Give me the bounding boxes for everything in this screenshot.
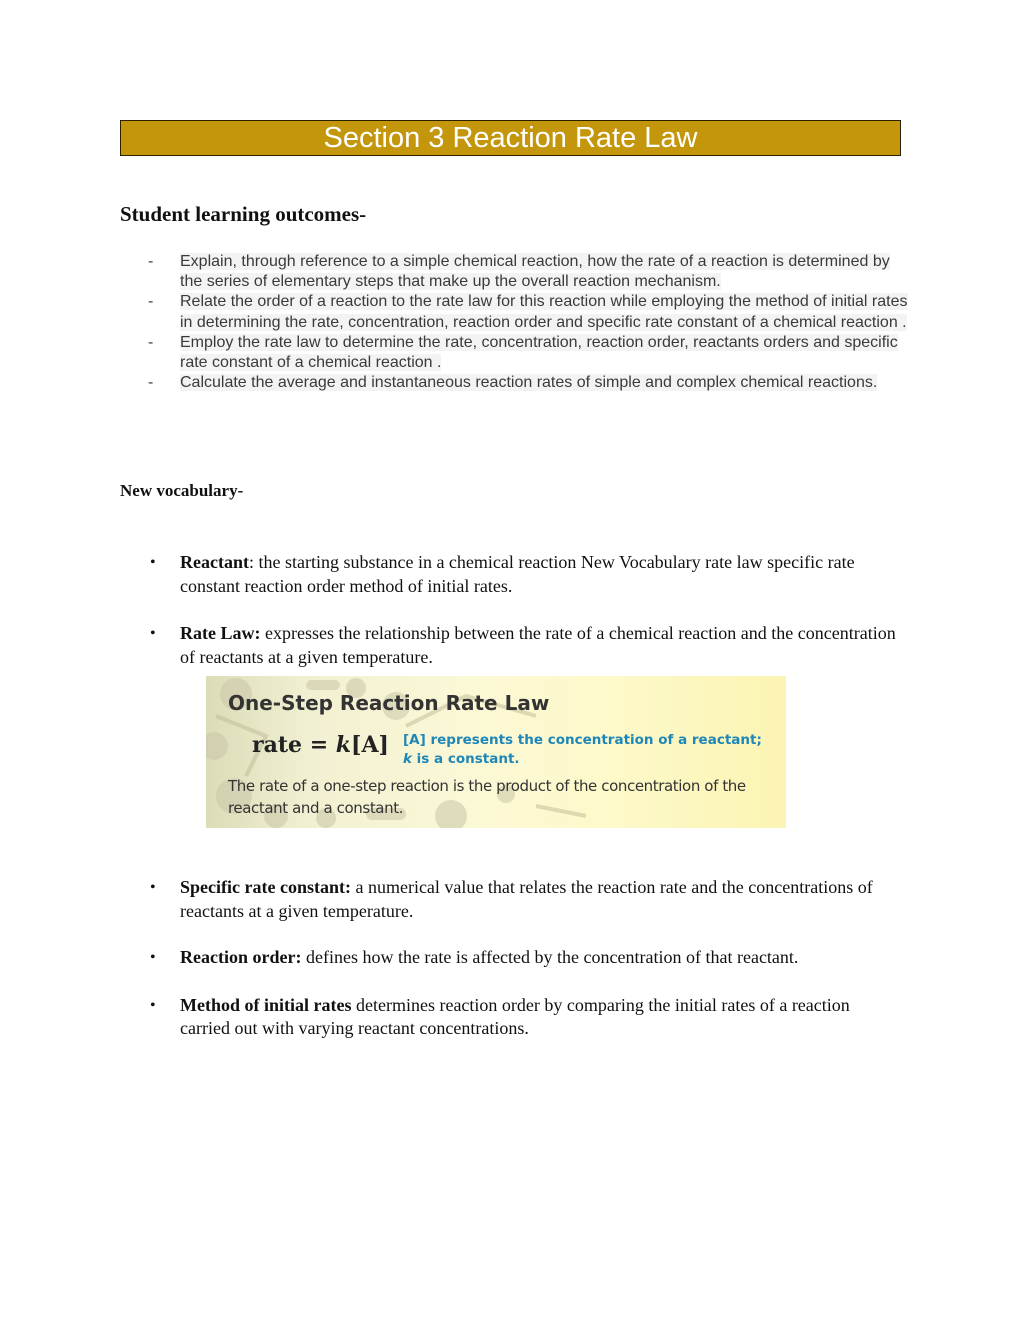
dash-marker: - xyxy=(148,293,154,311)
rate-law-figure xyxy=(206,676,786,828)
vocab-definition: determines reaction order by comparing the initial rates of a reaction carried out with varying reactant concentrations. xyxy=(180,994,850,1038)
bullet: • xyxy=(150,949,156,966)
note-k: k xyxy=(403,751,412,767)
outcome-text: Employ the rate law to determine the rate, concentration, reaction order, reactants orders and specific rate constant of a chemical reaction . xyxy=(180,333,898,372)
vocab-item-rate-law xyxy=(150,622,902,669)
vocab-definition: defines how the rate is affected by the concentration of that reactant. xyxy=(301,947,799,967)
note-rest: is a constant. xyxy=(411,751,520,767)
vocab-definition: : the starting substance in a chemical reaction New Vocabulary rate law specific rate constant reaction order method of initial rates. xyxy=(180,552,855,596)
equation-k: k xyxy=(335,732,352,758)
outcomes-list xyxy=(148,252,908,393)
note-line-1: [A] represents the concentration of a reactant; xyxy=(403,732,762,748)
equation-lhs: rate xyxy=(252,732,303,758)
rate-equation xyxy=(252,732,389,758)
dash-marker: - xyxy=(148,374,154,392)
outcome-item xyxy=(148,292,908,332)
bullet: • xyxy=(150,554,156,571)
vocab-list-top xyxy=(150,551,902,669)
vocab-item-reactant xyxy=(150,551,902,598)
outcome-text: Explain, through reference to a simple chemical reaction, how the rate of a reaction is determined by the series of elementary steps that make up the overall reaction mechanism. xyxy=(180,253,890,291)
vocab-item-method-of-initial-rates xyxy=(150,994,902,1041)
vocab-definition: expresses the relationship between the rate of a chemical reaction and the concentration of reactants at a given temperature. xyxy=(180,623,896,667)
equation-equals: = xyxy=(309,732,329,758)
outcome-item xyxy=(148,373,908,393)
vocab-definition: a numerical value that relates the reaction rate and the concentrations of reactants at a given temperature. xyxy=(180,877,873,921)
vocab-item-reaction-order xyxy=(150,946,902,970)
vocab-list-bottom xyxy=(150,876,902,1041)
outcomes-heading: Student learning outcomes- xyxy=(120,202,367,226)
vocab-term: Rate Law: xyxy=(180,623,261,643)
vocab-item-specific-rate-constant xyxy=(150,876,902,923)
equation-note xyxy=(403,731,762,769)
vocab-term: Method of initial rates xyxy=(180,994,352,1015)
dash-marker: - xyxy=(148,253,154,270)
outcome-text: Calculate the average and instantaneous reaction rates of simple and complex chemical reactions. xyxy=(180,374,878,392)
dash-marker: - xyxy=(148,333,154,351)
bullet: • xyxy=(150,625,156,642)
equation-concentration: [A] xyxy=(351,732,389,758)
outcome-item xyxy=(148,333,908,373)
vocab-term: Specific rate constant: xyxy=(180,877,351,897)
vocab-term: Reactant xyxy=(180,552,249,572)
outcome-item xyxy=(148,252,908,292)
bullet: • xyxy=(150,879,156,896)
bullet: • xyxy=(150,996,156,1014)
vocab-heading: New vocabulary- xyxy=(120,481,244,500)
note-line-2 xyxy=(403,750,762,769)
section-title: Section 3 Reaction Rate Law xyxy=(120,120,901,156)
figure-caption: The rate of a one-step reaction is the product of the concentration of the reactant and a constant. xyxy=(228,777,746,817)
figure-title: One-Step Reaction Rate Law xyxy=(228,691,550,715)
outcome-text: Relate the order of a reaction to the rate law for this reaction while employing the method of initial rates in determining the rate, concentration, reaction order and specific rate constant of a chemical reaction . xyxy=(180,293,908,331)
vocab-term: Reaction order: xyxy=(180,947,302,967)
